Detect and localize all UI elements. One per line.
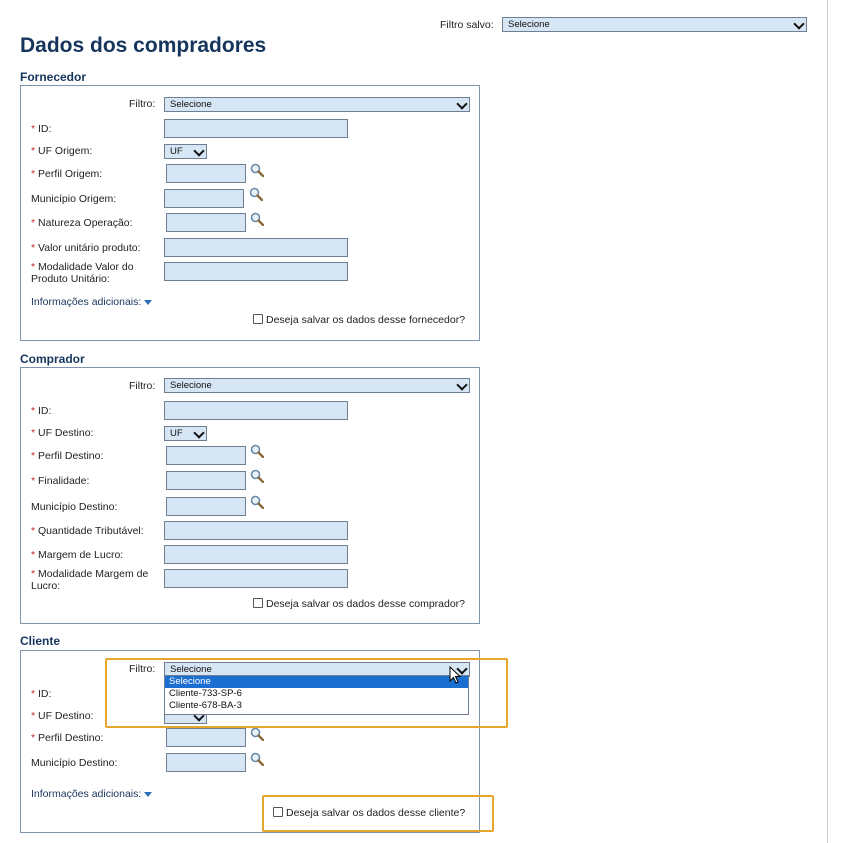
triangle-down-icon: [144, 792, 152, 797]
fornecedor-natureza-label: * Natureza Operação:: [31, 217, 133, 229]
cliente-perfil-label: * Perfil Destino:: [31, 732, 104, 744]
cliente-municipio-input[interactable]: [166, 753, 246, 772]
highlight-box-filter: [105, 658, 508, 728]
comprador-perfil-label: * Perfil Destino:: [31, 450, 104, 462]
dropdown-option[interactable]: Selecione: [165, 676, 468, 688]
comprador-finalidade-input[interactable]: [166, 471, 246, 490]
fornecedor-id-input[interactable]: [164, 119, 348, 138]
fornecedor-panel: [20, 85, 480, 341]
fornecedor-perfil-label: * Perfil Origem:: [31, 168, 103, 180]
fornecedor-save-checkbox[interactable]: [253, 314, 263, 324]
magnifier-icon[interactable]: [250, 727, 264, 741]
cliente-municipio-label: Município Destino:: [31, 757, 118, 769]
fornecedor-modalidade-input[interactable]: [164, 262, 348, 281]
fornecedor-uf-value: UF: [170, 146, 183, 157]
comprador-municipio-input[interactable]: [166, 497, 246, 516]
chevron-down-icon: [456, 98, 467, 109]
magnifier-icon[interactable]: [249, 187, 263, 201]
comprador-section-title: Comprador: [20, 352, 85, 366]
cliente-more-info-toggle[interactable]: Informações adicionais:: [31, 788, 152, 800]
chevron-down-icon: [193, 145, 204, 156]
magnifier-icon[interactable]: [250, 495, 264, 509]
fornecedor-uf-select[interactable]: [164, 144, 207, 159]
dropdown-option[interactable]: Cliente-733-SP-6: [169, 688, 242, 699]
fornecedor-valor-input[interactable]: [164, 238, 348, 257]
cliente-filter-label: Filtro:: [129, 663, 156, 675]
fornecedor-section-title: Fornecedor: [20, 70, 87, 84]
comprador-margem-input[interactable]: [164, 545, 348, 564]
cliente-section-title: Cliente: [20, 634, 61, 648]
comprador-filter-value: Selecione: [170, 380, 212, 391]
magnifier-icon[interactable]: [250, 212, 264, 226]
fornecedor-uf-label: * UF Origem:: [31, 145, 93, 157]
comprador-filter-select[interactable]: [164, 378, 470, 393]
comprador-uf-select[interactable]: [164, 426, 207, 441]
comprador-perfil-input[interactable]: [166, 446, 246, 465]
cliente-perfil-input[interactable]: [166, 728, 246, 747]
fornecedor-valor-label: * Valor unitário produto:: [31, 242, 141, 254]
cliente-save-checkbox-row[interactable]: Deseja salvar os dados desse cliente?: [273, 807, 465, 819]
saved-filter-select[interactable]: [502, 17, 807, 32]
saved-filter-value: Selecione: [508, 19, 550, 30]
magnifier-icon[interactable]: [250, 752, 264, 766]
comprador-quantidade-label: * Quantidade Tributável:: [31, 525, 144, 537]
cliente-filter-value: Selecione: [170, 664, 212, 675]
fornecedor-filter-value: Selecione: [170, 99, 212, 110]
fornecedor-filter-label: Filtro:: [129, 98, 156, 110]
magnifier-icon[interactable]: [250, 163, 264, 177]
comprador-save-checkbox[interactable]: [253, 598, 263, 608]
comprador-finalidade-label: * Finalidade:: [31, 475, 90, 487]
fornecedor-natureza-input[interactable]: [166, 213, 246, 232]
highlight-box-save: [262, 795, 494, 832]
comprador-margem-label: * Margem de Lucro:: [31, 549, 124, 561]
comprador-id-input[interactable]: [164, 401, 348, 420]
chevron-down-icon: [456, 379, 467, 390]
comprador-quantidade-input[interactable]: [164, 521, 348, 540]
comprador-save-checkbox-row[interactable]: Deseja salvar os dados desse comprador?: [253, 598, 465, 610]
triangle-down-icon: [144, 300, 152, 305]
chevron-down-icon: [793, 18, 804, 29]
page-right-border: [827, 0, 828, 843]
comprador-modalidade-label: * Modalidade Margem de Lucro:: [31, 568, 149, 592]
fornecedor-municipio-label: Município Origem:: [31, 193, 117, 205]
fornecedor-filter-select[interactable]: [164, 97, 470, 112]
fornecedor-perfil-input[interactable]: [166, 164, 246, 183]
chevron-down-icon: [193, 427, 204, 438]
mouse-cursor-icon: [449, 666, 461, 684]
fornecedor-more-info-toggle[interactable]: Informações adicionais:: [31, 296, 152, 308]
saved-filter-label: Filtro salvo:: [440, 19, 494, 31]
cliente-id-label: * ID:: [31, 688, 52, 700]
comprador-municipio-label: Município Destino:: [31, 501, 118, 513]
comprador-uf-label: * UF Destino:: [31, 427, 94, 439]
dropdown-option[interactable]: Cliente-678-BA-3: [169, 700, 242, 711]
comprador-panel: [20, 367, 480, 624]
comprador-modalidade-input[interactable]: [164, 569, 348, 588]
page-title: Dados dos compradores: [20, 34, 267, 57]
fornecedor-municipio-input[interactable]: [164, 189, 244, 208]
cliente-uf-label: * UF Destino:: [31, 710, 94, 722]
comprador-id-label: * ID:: [31, 405, 52, 417]
comprador-filter-label: Filtro:: [129, 380, 156, 392]
comprador-uf-value: UF: [170, 428, 183, 439]
magnifier-icon[interactable]: [250, 444, 264, 458]
magnifier-icon[interactable]: [250, 469, 264, 483]
fornecedor-save-checkbox-row[interactable]: Deseja salvar os dados desse fornecedor?: [253, 314, 465, 326]
fornecedor-modalidade-label: * Modalidade Valor do Produto Unitário:: [31, 261, 134, 285]
fornecedor-id-label: * ID:: [31, 123, 52, 135]
